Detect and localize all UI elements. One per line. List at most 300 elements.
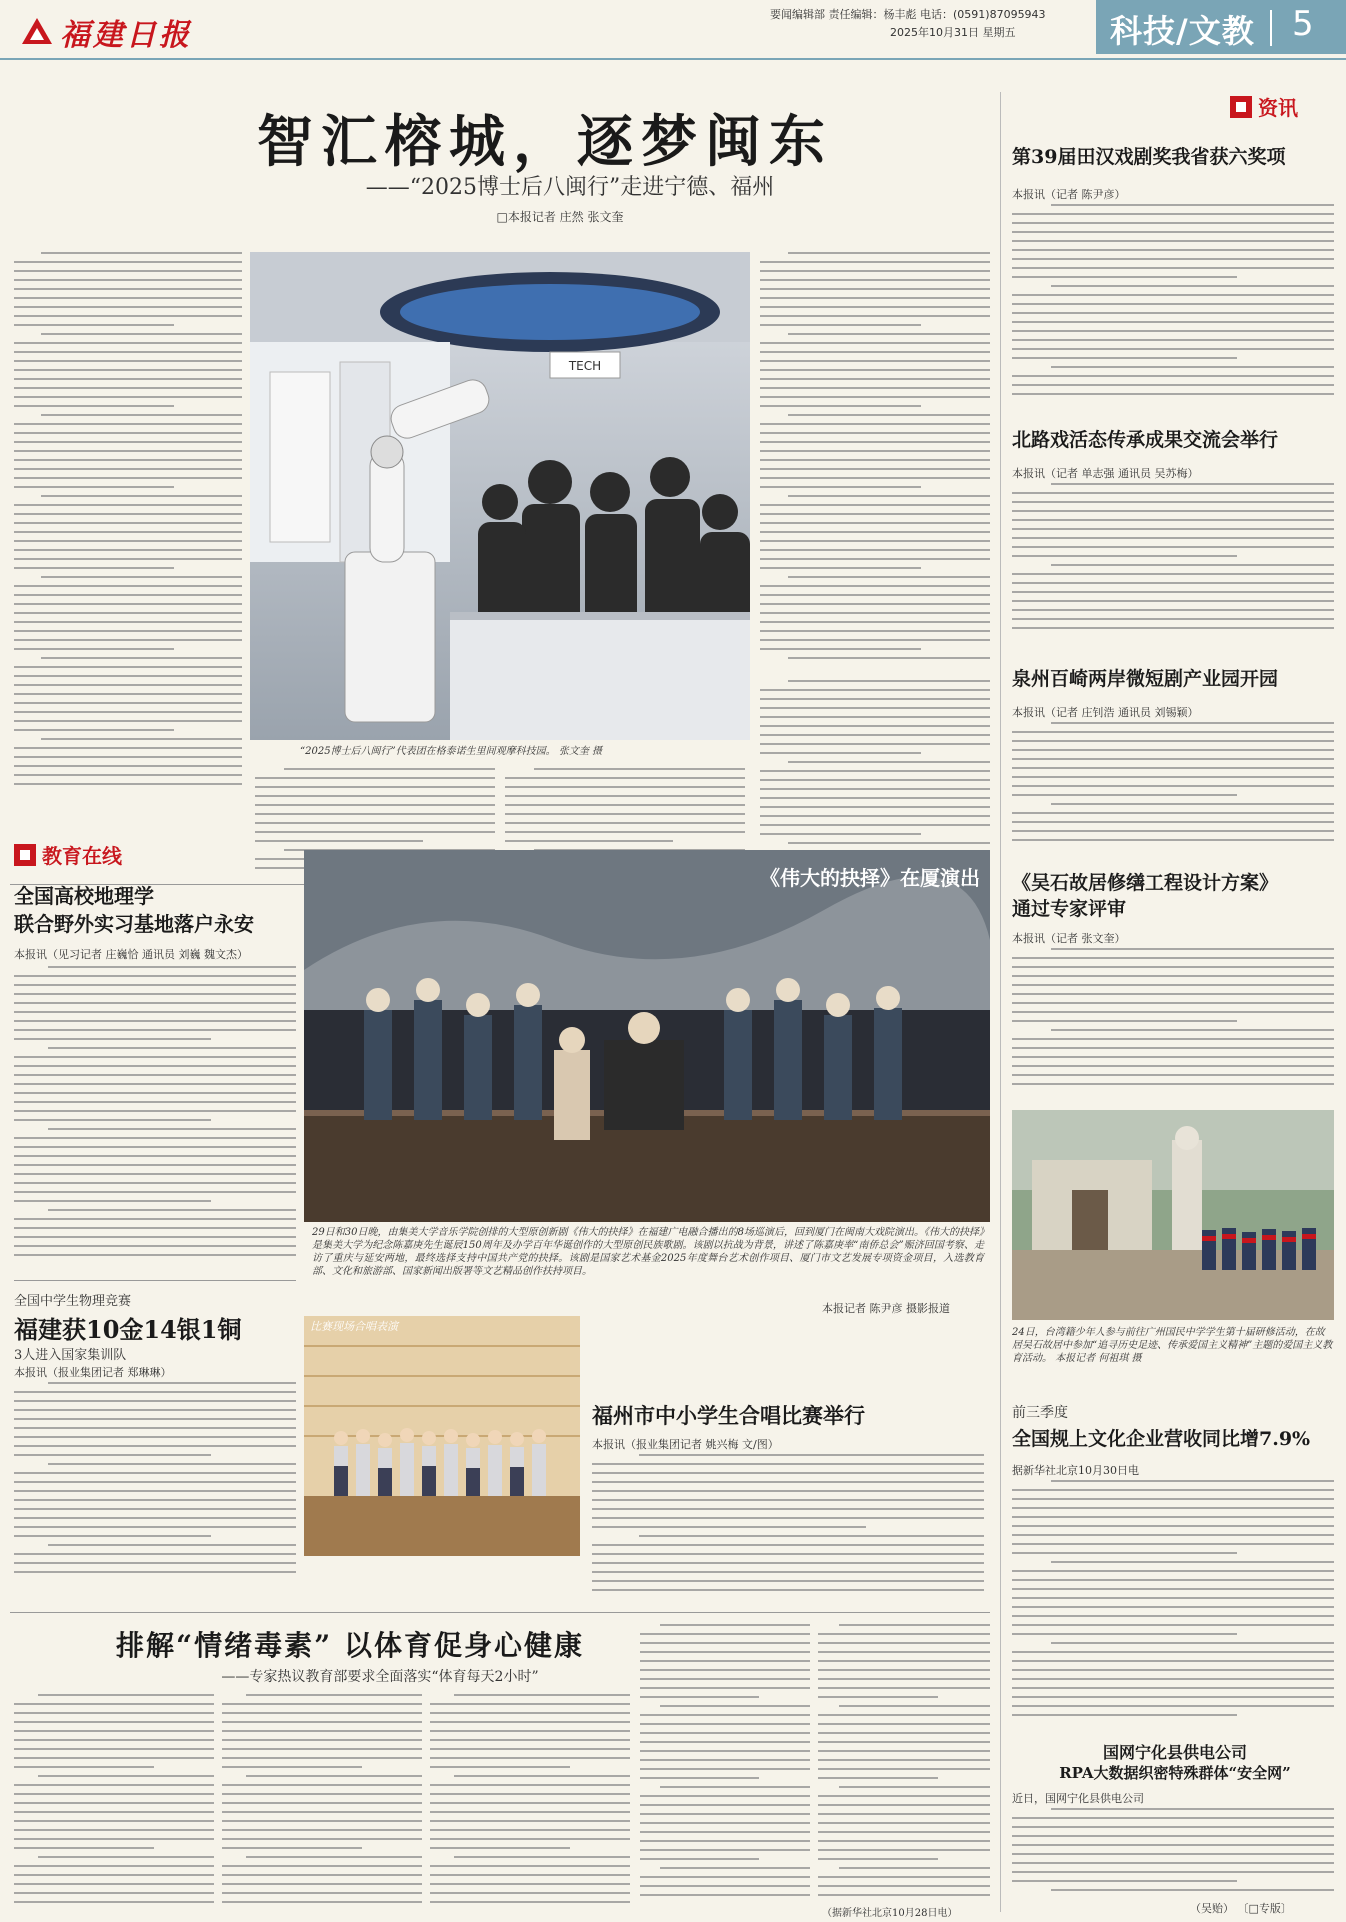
text-line	[14, 1002, 296, 1004]
text-line	[640, 1849, 810, 1851]
rail-item-6-title-line1: 国网宁化县供电公司	[1102, 1743, 1247, 1762]
text-line	[1051, 483, 1334, 485]
text-line	[760, 630, 990, 632]
text-line	[760, 297, 990, 299]
text-line	[430, 1892, 630, 1894]
text-line	[818, 1660, 990, 1662]
text-line	[1012, 1615, 1334, 1617]
text-line	[1012, 1714, 1237, 1716]
text-line	[222, 1730, 422, 1732]
rail-item-6-body	[1012, 1808, 1334, 1898]
text-line	[255, 822, 495, 824]
rail-tag	[1230, 92, 1340, 120]
text-line	[1012, 519, 1334, 521]
rail-item-5-title: 全国规上文化企业营收同比增7.9%	[1012, 1428, 1311, 1450]
text-line	[1012, 249, 1334, 251]
text-line	[14, 1400, 296, 1402]
text-line	[1012, 1065, 1334, 1067]
text-line	[1012, 1669, 1334, 1671]
rail-item-2-title: 北路戏活态传承成果交流会举行	[1012, 429, 1279, 451]
text-line	[1012, 510, 1334, 512]
text-line	[14, 1236, 296, 1238]
text-line	[14, 1137, 296, 1139]
text-line	[14, 351, 242, 353]
text-line	[1012, 1047, 1334, 1049]
text-line	[818, 1669, 990, 1671]
text-line	[14, 711, 242, 713]
text-line	[14, 1793, 214, 1795]
text-line	[1012, 1507, 1334, 1509]
text-line	[41, 576, 242, 578]
text-line	[430, 1784, 630, 1786]
text-line	[430, 1793, 630, 1795]
text-line	[255, 777, 495, 779]
text-line	[1051, 722, 1334, 724]
text-line	[430, 1739, 630, 1741]
text-line	[640, 1660, 810, 1662]
text-line	[222, 1757, 422, 1759]
text-line	[1051, 366, 1334, 368]
text-line	[1012, 1660, 1334, 1662]
text-line	[818, 1885, 990, 1887]
text-line	[14, 1391, 296, 1393]
text-line	[640, 1642, 810, 1644]
text-line	[1051, 285, 1334, 287]
theatre-credit: 本报记者 陈尹彦 摄影报道	[822, 1302, 950, 1315]
text-line	[14, 540, 242, 542]
text-line	[818, 1768, 990, 1770]
text-line	[14, 549, 242, 551]
text-line	[818, 1750, 990, 1752]
text-line	[14, 1191, 296, 1193]
text-line	[14, 1829, 214, 1831]
rail-photo-caption: 24日，台湾籍少年人参与前往广州国民中学学生第十届研修活动，在故居吴石故居中参加“追寻历史足迹、传承爱国主义精神”主题的爱国主义教育活动。 本报记者 何祖琪 摄	[1012, 1327, 1333, 1364]
text-line	[818, 1804, 990, 1806]
text-line	[1012, 1705, 1334, 1707]
text-line	[14, 1409, 296, 1411]
text-line	[760, 815, 990, 817]
text-line	[38, 1694, 214, 1696]
text-line	[1012, 357, 1237, 359]
text-line	[505, 804, 745, 806]
text-line	[14, 585, 242, 587]
text-line	[640, 1741, 810, 1743]
text-line	[760, 432, 990, 434]
text-line	[640, 1822, 810, 1824]
text-line	[818, 1651, 990, 1653]
text-line	[14, 270, 242, 272]
text-line	[41, 333, 242, 335]
text-line	[1012, 957, 1334, 959]
text-line	[1012, 528, 1334, 530]
text-line	[1012, 1696, 1334, 1698]
text-line	[1012, 1844, 1334, 1846]
text-line	[818, 1876, 990, 1878]
text-line	[430, 1721, 630, 1723]
text-line	[592, 1481, 984, 1483]
text-line	[1012, 1552, 1237, 1554]
text-line	[14, 288, 242, 290]
text-line	[14, 369, 242, 371]
text-line	[640, 1795, 810, 1797]
text-line	[14, 1164, 296, 1166]
text-line	[592, 1526, 866, 1528]
text-line	[1012, 1570, 1334, 1572]
text-line	[14, 675, 242, 677]
text-line	[788, 495, 990, 497]
text-line	[222, 1712, 422, 1714]
text-line	[1012, 573, 1334, 575]
text-line	[1012, 1880, 1237, 1882]
text-line	[818, 1795, 990, 1797]
text-line	[818, 1678, 990, 1680]
text-line	[640, 1714, 810, 1716]
text-line	[1051, 1889, 1334, 1891]
text-line	[788, 333, 990, 335]
text-line	[14, 1811, 214, 1813]
text-line	[640, 1669, 810, 1671]
health-body-col4	[640, 1624, 810, 1904]
text-line	[41, 738, 242, 740]
text-line	[818, 1849, 990, 1851]
text-line	[14, 1499, 296, 1501]
text-line	[14, 1101, 296, 1103]
text-line	[14, 1874, 214, 1876]
text-line	[222, 1739, 422, 1741]
text-line	[640, 1813, 810, 1815]
text-line	[14, 1562, 296, 1564]
text-line	[14, 1074, 296, 1076]
text-line	[760, 567, 921, 569]
text-line	[788, 761, 990, 763]
text-line	[1012, 1606, 1334, 1608]
text-line	[760, 806, 990, 808]
text-line	[592, 1580, 984, 1582]
text-line	[788, 576, 990, 578]
text-line	[1012, 1597, 1334, 1599]
text-line	[14, 975, 296, 977]
text-line	[1012, 555, 1237, 557]
edu-story1-body	[14, 966, 296, 1266]
text-line	[14, 666, 242, 668]
rail-item-3-byline: 本报讯（记者 庄钊浩 通讯员 刘锡颖）	[1012, 706, 1199, 719]
text-line	[592, 1571, 984, 1573]
text-line	[1012, 375, 1334, 377]
text-line	[1012, 794, 1237, 796]
health-body-col5	[818, 1624, 990, 1904]
text-line	[760, 698, 990, 700]
text-line	[14, 1508, 296, 1510]
text-line	[592, 1508, 984, 1510]
text-line	[1051, 204, 1334, 206]
text-line	[284, 768, 495, 770]
text-line	[1012, 222, 1334, 224]
text-line	[639, 1454, 984, 1456]
text-line	[41, 495, 242, 497]
text-line	[14, 603, 242, 605]
text-line	[14, 984, 296, 986]
text-line	[14, 1526, 296, 1528]
text-line	[818, 1777, 938, 1779]
text-line	[818, 1723, 990, 1725]
text-line	[1012, 839, 1334, 841]
text-line	[505, 795, 745, 797]
text-line	[14, 1200, 211, 1202]
text-line	[14, 1038, 211, 1040]
text-line	[1012, 1525, 1334, 1527]
text-line	[222, 1874, 422, 1876]
text-line	[14, 1056, 296, 1058]
text-line	[660, 1867, 810, 1869]
text-line	[760, 612, 990, 614]
text-line	[255, 840, 423, 842]
text-line	[760, 779, 990, 781]
text-line	[14, 567, 174, 569]
text-line	[222, 1793, 422, 1795]
text-line	[14, 441, 242, 443]
text-line	[1012, 339, 1334, 341]
text-line	[430, 1712, 630, 1714]
text-line	[760, 603, 990, 605]
text-line	[222, 1838, 422, 1840]
text-line	[14, 783, 242, 785]
text-line	[1012, 966, 1334, 968]
rail-item-5-byline: 据新华社北京10月30日电	[1012, 1464, 1139, 1477]
text-line	[41, 657, 242, 659]
theatre-title: 《伟大的抉择》在厦演出	[760, 866, 980, 890]
text-line	[1012, 1579, 1334, 1581]
text-line	[14, 1065, 296, 1067]
text-line	[505, 813, 745, 815]
text-line	[14, 423, 242, 425]
text-line	[14, 702, 242, 704]
text-line	[14, 378, 242, 380]
text-line	[246, 1775, 422, 1777]
text-line	[14, 450, 242, 452]
tab-divider	[1270, 10, 1272, 46]
text-line	[14, 684, 242, 686]
rail-item-2-byline: 本报讯（记者 单志强 通讯员 吴苏梅）	[1012, 467, 1199, 480]
text-line	[430, 1865, 630, 1867]
text-line	[41, 252, 242, 254]
text-line	[14, 1418, 296, 1420]
text-line	[505, 840, 673, 842]
text-line	[14, 1011, 296, 1013]
text-line	[430, 1757, 630, 1759]
text-line	[222, 1811, 422, 1813]
text-line	[760, 315, 990, 317]
edu-story2-sub: 3人进入国家集训队	[14, 1348, 127, 1363]
rail-item-6-signature: （吴贻） 〔□专版〕	[1190, 1902, 1292, 1915]
text-line	[1012, 267, 1334, 269]
text-line	[1012, 1516, 1334, 1518]
health-body-col3	[430, 1694, 630, 1914]
rail-tag-label: 资讯	[1258, 96, 1298, 120]
text-line	[1012, 740, 1334, 742]
text-line	[255, 813, 495, 815]
text-line	[640, 1678, 810, 1680]
text-line	[255, 804, 495, 806]
edu-story2-byline: 本报讯（报业集团记者 郑琳琳）	[14, 1366, 172, 1379]
text-line	[839, 1705, 990, 1707]
text-line	[592, 1499, 984, 1501]
text-line	[48, 1128, 296, 1130]
text-line	[760, 549, 990, 551]
text-line	[222, 1784, 422, 1786]
text-line	[760, 734, 990, 736]
text-line	[1012, 348, 1334, 350]
rail-item-3-title: 泉州百崎两岸微短剧产业园开园	[1012, 668, 1279, 690]
text-line	[1012, 492, 1334, 494]
text-line	[14, 747, 242, 749]
text-line	[1012, 758, 1334, 760]
text-line	[818, 1633, 990, 1635]
text-line	[592, 1589, 984, 1591]
text-line	[14, 1784, 214, 1786]
text-line	[1012, 1853, 1334, 1855]
text-line	[760, 833, 921, 835]
text-line	[818, 1813, 990, 1815]
health-title: 排解“情绪毒素” 以体育促身心健康	[116, 1629, 584, 1662]
text-line	[14, 405, 174, 407]
text-line	[48, 1544, 296, 1546]
text-line	[592, 1472, 984, 1474]
text-line	[14, 639, 242, 641]
text-line	[222, 1802, 422, 1804]
text-line	[505, 786, 745, 788]
text-line	[430, 1748, 630, 1750]
edu-story1-title-line2: 联合野外实习基地落户永安	[14, 912, 254, 936]
text-line	[14, 693, 242, 695]
text-line	[1012, 240, 1334, 242]
text-line	[760, 707, 990, 709]
text-line	[640, 1777, 759, 1779]
text-line	[818, 1741, 990, 1743]
rail-divider	[1000, 92, 1001, 1912]
text-line	[48, 1382, 296, 1384]
text-line	[14, 1119, 211, 1121]
text-line	[48, 1209, 296, 1211]
text-line	[839, 1867, 990, 1869]
text-line	[454, 1856, 630, 1858]
text-line	[430, 1730, 630, 1732]
text-line	[1012, 1083, 1334, 1085]
text-line	[760, 387, 990, 389]
text-line	[14, 1110, 296, 1112]
text-line	[818, 1642, 990, 1644]
text-line	[14, 621, 242, 623]
text-line	[1051, 1808, 1334, 1810]
paper-name: 福建日报	[60, 18, 192, 53]
text-line	[788, 842, 990, 844]
text-line	[788, 657, 990, 659]
text-line	[14, 1748, 214, 1750]
text-line	[1012, 1835, 1334, 1837]
text-line	[818, 1759, 990, 1761]
text-line	[14, 1901, 214, 1903]
text-line	[14, 324, 174, 326]
text-line	[1012, 1038, 1334, 1040]
text-line	[14, 1083, 296, 1085]
date-line: 2025年10月31日 星期五	[890, 26, 1016, 39]
text-line	[14, 1029, 296, 1031]
text-line	[1012, 276, 1237, 278]
text-line	[592, 1562, 984, 1564]
edu-tag-label: 教育在线	[42, 844, 122, 868]
text-line	[640, 1804, 810, 1806]
text-line	[255, 786, 495, 788]
text-line	[1012, 231, 1334, 233]
text-line	[222, 1829, 422, 1831]
text-line	[1012, 749, 1334, 751]
text-line	[640, 1687, 810, 1689]
text-line	[760, 513, 990, 515]
text-line	[222, 1901, 422, 1903]
text-line	[14, 261, 242, 263]
text-line	[818, 1696, 938, 1698]
text-line	[14, 1802, 214, 1804]
text-line	[760, 504, 990, 506]
text-line	[1012, 321, 1334, 323]
text-line	[760, 477, 990, 479]
text-line	[1012, 303, 1334, 305]
edu-story1-byline: 本报讯（见习记者 庄巍恰 通讯员 刘巍 魏文杰）	[14, 948, 248, 961]
text-line	[14, 306, 242, 308]
rail-item-2-body	[1012, 483, 1334, 643]
text-line	[1012, 1862, 1334, 1864]
text-line	[1012, 1633, 1237, 1635]
text-line	[640, 1651, 810, 1653]
text-line	[760, 531, 990, 533]
text-line	[592, 1544, 984, 1546]
text-line	[640, 1759, 810, 1761]
text-line	[41, 414, 242, 416]
text-line	[255, 795, 495, 797]
text-line	[14, 1155, 296, 1157]
text-line	[639, 1535, 984, 1537]
edu-divider	[14, 1280, 296, 1281]
lead-photo-caption: “2025博士后八闽行”代表团在格泰诺生里间观摩科技园。 张文奎 摄	[300, 746, 603, 757]
text-line	[14, 993, 296, 995]
text-line	[760, 441, 990, 443]
text-line	[760, 621, 990, 623]
text-line	[454, 1694, 630, 1696]
text-line	[1012, 1543, 1334, 1545]
text-line	[14, 594, 242, 596]
text-line	[222, 1748, 422, 1750]
text-line	[14, 387, 242, 389]
text-line	[760, 450, 990, 452]
text-line	[1012, 1687, 1334, 1689]
text-line	[1051, 1561, 1334, 1563]
text-line	[818, 1831, 990, 1833]
text-line	[760, 585, 990, 587]
text-line	[14, 1472, 296, 1474]
text-line	[592, 1517, 984, 1519]
text-line	[1012, 1871, 1334, 1873]
text-line	[14, 630, 242, 632]
text-line	[14, 1481, 296, 1483]
text-line	[818, 1858, 938, 1860]
text-line	[222, 1892, 422, 1894]
text-line	[14, 1820, 214, 1822]
text-line	[788, 252, 990, 254]
text-line	[246, 1694, 422, 1696]
text-line	[760, 639, 990, 641]
text-line	[760, 797, 990, 799]
text-line	[14, 531, 242, 533]
health-footer: （据新华社北京10月28日电）	[822, 1908, 958, 1919]
